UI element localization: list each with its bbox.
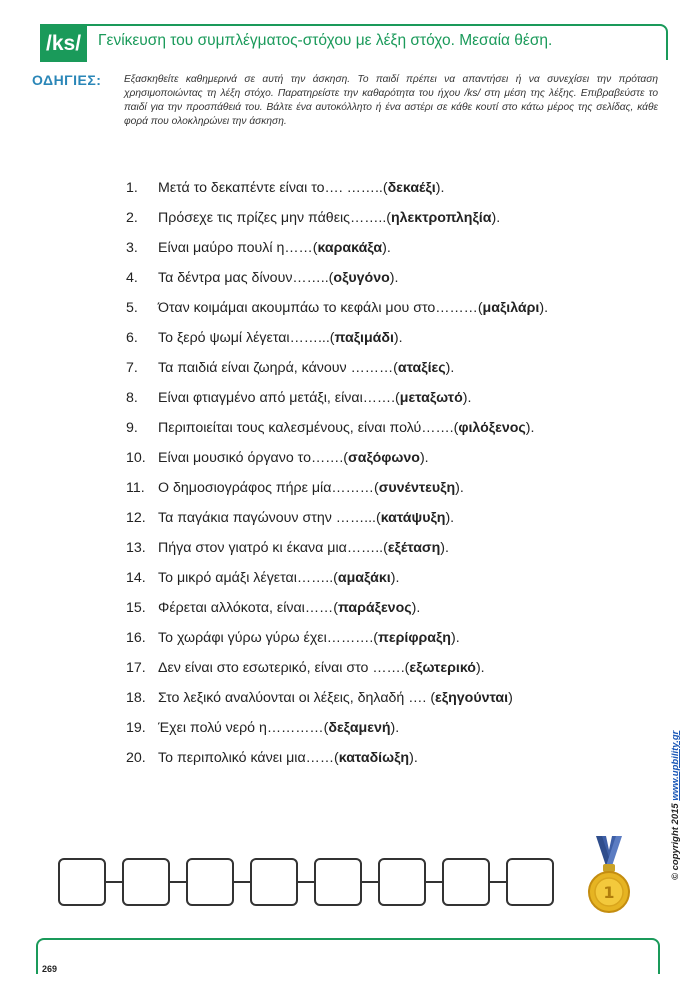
item-number: 2. [126,210,138,226]
item-end: ). [455,480,464,496]
exercise-item [126,448,548,478]
item-answer: αταξίες [397,360,446,376]
item-answer: εξέταση [387,540,441,556]
sticker-box[interactable] [250,858,298,906]
item-number: 16. [126,630,146,646]
exercise-item [126,268,548,298]
item-end: ). [539,300,549,316]
item-answer: σαξόφωνο [348,450,420,466]
item-number: 1. [126,180,138,196]
box-connector [170,881,186,883]
item-answer: οξυγόνο [333,270,390,286]
svg-text:1: 1 [603,883,615,902]
exercise-item [126,358,548,388]
exercise-item [126,688,548,718]
gold-medal-icon [584,836,634,918]
item-end: ). [440,540,449,556]
item-end: ). [411,600,421,616]
item-number: 10. [126,450,146,466]
item-answer: μεταξωτό [399,390,463,406]
item-number: 13. [126,540,146,556]
item-end: ). [450,630,460,646]
item-end: ). [409,750,418,766]
item-answer: εξηγούνται [435,690,509,706]
sticker-box[interactable] [58,858,106,906]
item-text: Πήγα στον γιατρό κι έκανα μια……..( [158,540,388,556]
item-number: 12. [126,510,146,526]
item-text: Στο λεξικό αναλύονται οι λέξεις, δηλαδή …. ( [158,690,436,706]
box-connector [426,881,442,883]
exercise-item [126,298,548,328]
item-number: 3. [126,240,138,256]
exercise-item [126,568,548,598]
item-end: ). [390,720,400,736]
exercise-item [126,208,548,238]
item-end: ). [389,270,399,286]
instructions-label: ΟΔΗΓΙΕΣ: [32,72,102,88]
item-answer: δεξαμενή [328,720,391,736]
sticker-box[interactable] [378,858,426,906]
item-text: Μετά το δεκαπέντε είναι το…. ……..( [158,180,388,196]
item-answer: ηλεκτροπληξία [391,210,492,226]
item-end: ). [525,420,535,436]
item-number: 4. [126,270,138,286]
item-end: ). [491,210,501,226]
item-text: Όταν κοιμάμαι ακουμπάω το κεφάλι μου στο………( [158,300,483,316]
footer-frame [36,938,660,974]
exercise-item [126,538,548,568]
page-number: 269 [42,964,58,974]
item-end: ). [475,660,485,676]
exercise-item [126,418,548,448]
exercise-item [126,628,548,658]
item-text: Το χωράφι γύρω γύρω έχει……….( [158,630,379,646]
item-number: 15. [126,600,146,616]
instructions-text: Εξασκηθείτε καθημερινά σε αυτή την άσκηση. Το παιδί πρέπει να απαντήσει ή να συνεχίσει την πρόταση χρησιμοποιώντας τη λέξη στόχο. Παρατηρείστε την καθαρότητα του ήχου /ks/ στη μέση της λέξης. Επιβραβεύστε το παιδί για την προσπάθειά του. Βάλτε ένα αυτοκόλλητο ή ένα αστέρι σε κάθε κουτί στο κάτω μέρος της σελίδας, κάθε φορά που ολοκληρώνει την άσκηση. [124,74,658,127]
box-connector [106,881,122,883]
exercise-item [126,478,548,508]
item-end: ). [445,510,455,526]
item-text: Ο δημοσιογράφος πήρε μία………( [158,480,379,496]
exercise-item [126,328,548,358]
exercise-list [126,178,548,778]
item-text: Το περιπολικό κάνει μια……( [158,750,339,766]
target-sound-tag: /ks/ [40,26,87,62]
item-number: 9. [126,420,138,436]
box-connector [234,881,250,883]
item-answer: παξιμάδι [334,330,394,346]
exercise-item [126,598,548,628]
sticker-box[interactable] [122,858,170,906]
exercise-item [126,508,548,538]
exercise-item [126,718,548,748]
item-answer: αμαξάκι [337,570,391,586]
item-number: 18. [126,690,146,706]
item-text: Περιποιείται τους καλεσμένους, είναι πολύ…….( [158,420,459,436]
item-end: ). [445,360,455,376]
exercise-item [126,178,548,208]
item-end: ). [419,450,429,466]
item-text: Είναι φτιαγμένο από μετάξι, είναι…….( [158,390,400,406]
item-text: Πρόσεχε τις πρίζες μην πάθεις……..( [158,210,391,226]
item-text: Το μικρό αμάξι λέγεται……..( [158,570,338,586]
item-end: ). [435,180,445,196]
item-end: ). [382,240,391,256]
item-answer: περίφραξη [378,630,451,646]
exercise-item [126,658,548,688]
item-answer: συνέντευξη [378,480,456,496]
item-number: 8. [126,390,138,406]
item-text: Έχει πολύ νερό η…………( [158,720,329,736]
item-text: Τα παιδιά είναι ζωηρά, κάνουν ………( [158,360,398,376]
item-text: Τα παγάκια παγώνουν στην ……...( [158,510,381,526]
item-answer: εξωτερικό [409,660,476,676]
item-end: ). [390,570,400,586]
item-end: ) [508,690,513,706]
item-text: Τα δέντρα μας δίνουν……..( [158,270,334,286]
sticker-box[interactable] [186,858,234,906]
item-number: 6. [126,330,138,346]
item-number: 19. [126,720,146,736]
exercise-item [126,238,548,268]
item-text: Φέρεται αλλόκοτα, είναι……( [158,600,338,616]
item-answer: κατάψυξη [380,510,446,526]
item-text: Είναι μουσικό όργανο το…….( [158,450,349,466]
box-connector [362,881,378,883]
item-text: Το ξερό ψωμί λέγεται……...( [158,330,335,346]
header-frame [40,24,668,60]
sticker-box[interactable] [314,858,362,906]
box-connector [298,881,314,883]
item-answer: μαξιλάρι [482,300,540,316]
sticker-box[interactable] [506,858,554,906]
item-end: ). [393,330,403,346]
item-text: Δεν είναι στο εσωτερικό, είναι στο …….( [158,660,410,676]
item-answer: καταδίωξη [338,750,410,766]
item-answer: παράξενος [337,600,412,616]
item-number: 11. [126,480,145,496]
item-number: 20. [126,750,146,766]
item-answer: δεκαέξι [387,180,436,196]
copyright-text: © copyright 2015 [670,800,681,880]
box-connector [490,881,506,883]
page-title: Γενίκευση του συμπλέγματος-στόχου με λέξη στόχο. Μεσαία θέση. [98,32,553,49]
item-number: 14. [126,570,146,586]
copyright-notice [670,731,681,880]
item-number: 7. [126,360,138,376]
item-number: 17. [126,660,146,676]
exercise-item [126,748,548,778]
website-link[interactable]: www.upbility.gr [670,730,681,801]
item-number: 5. [126,300,138,316]
item-answer: καρακάξα [317,240,383,256]
exercise-item [126,388,548,418]
sticker-box[interactable] [442,858,490,906]
item-text: Είναι μαύρο πουλί η……( [158,240,318,256]
item-end: ). [462,390,472,406]
item-answer: φιλόξενος [458,420,526,436]
